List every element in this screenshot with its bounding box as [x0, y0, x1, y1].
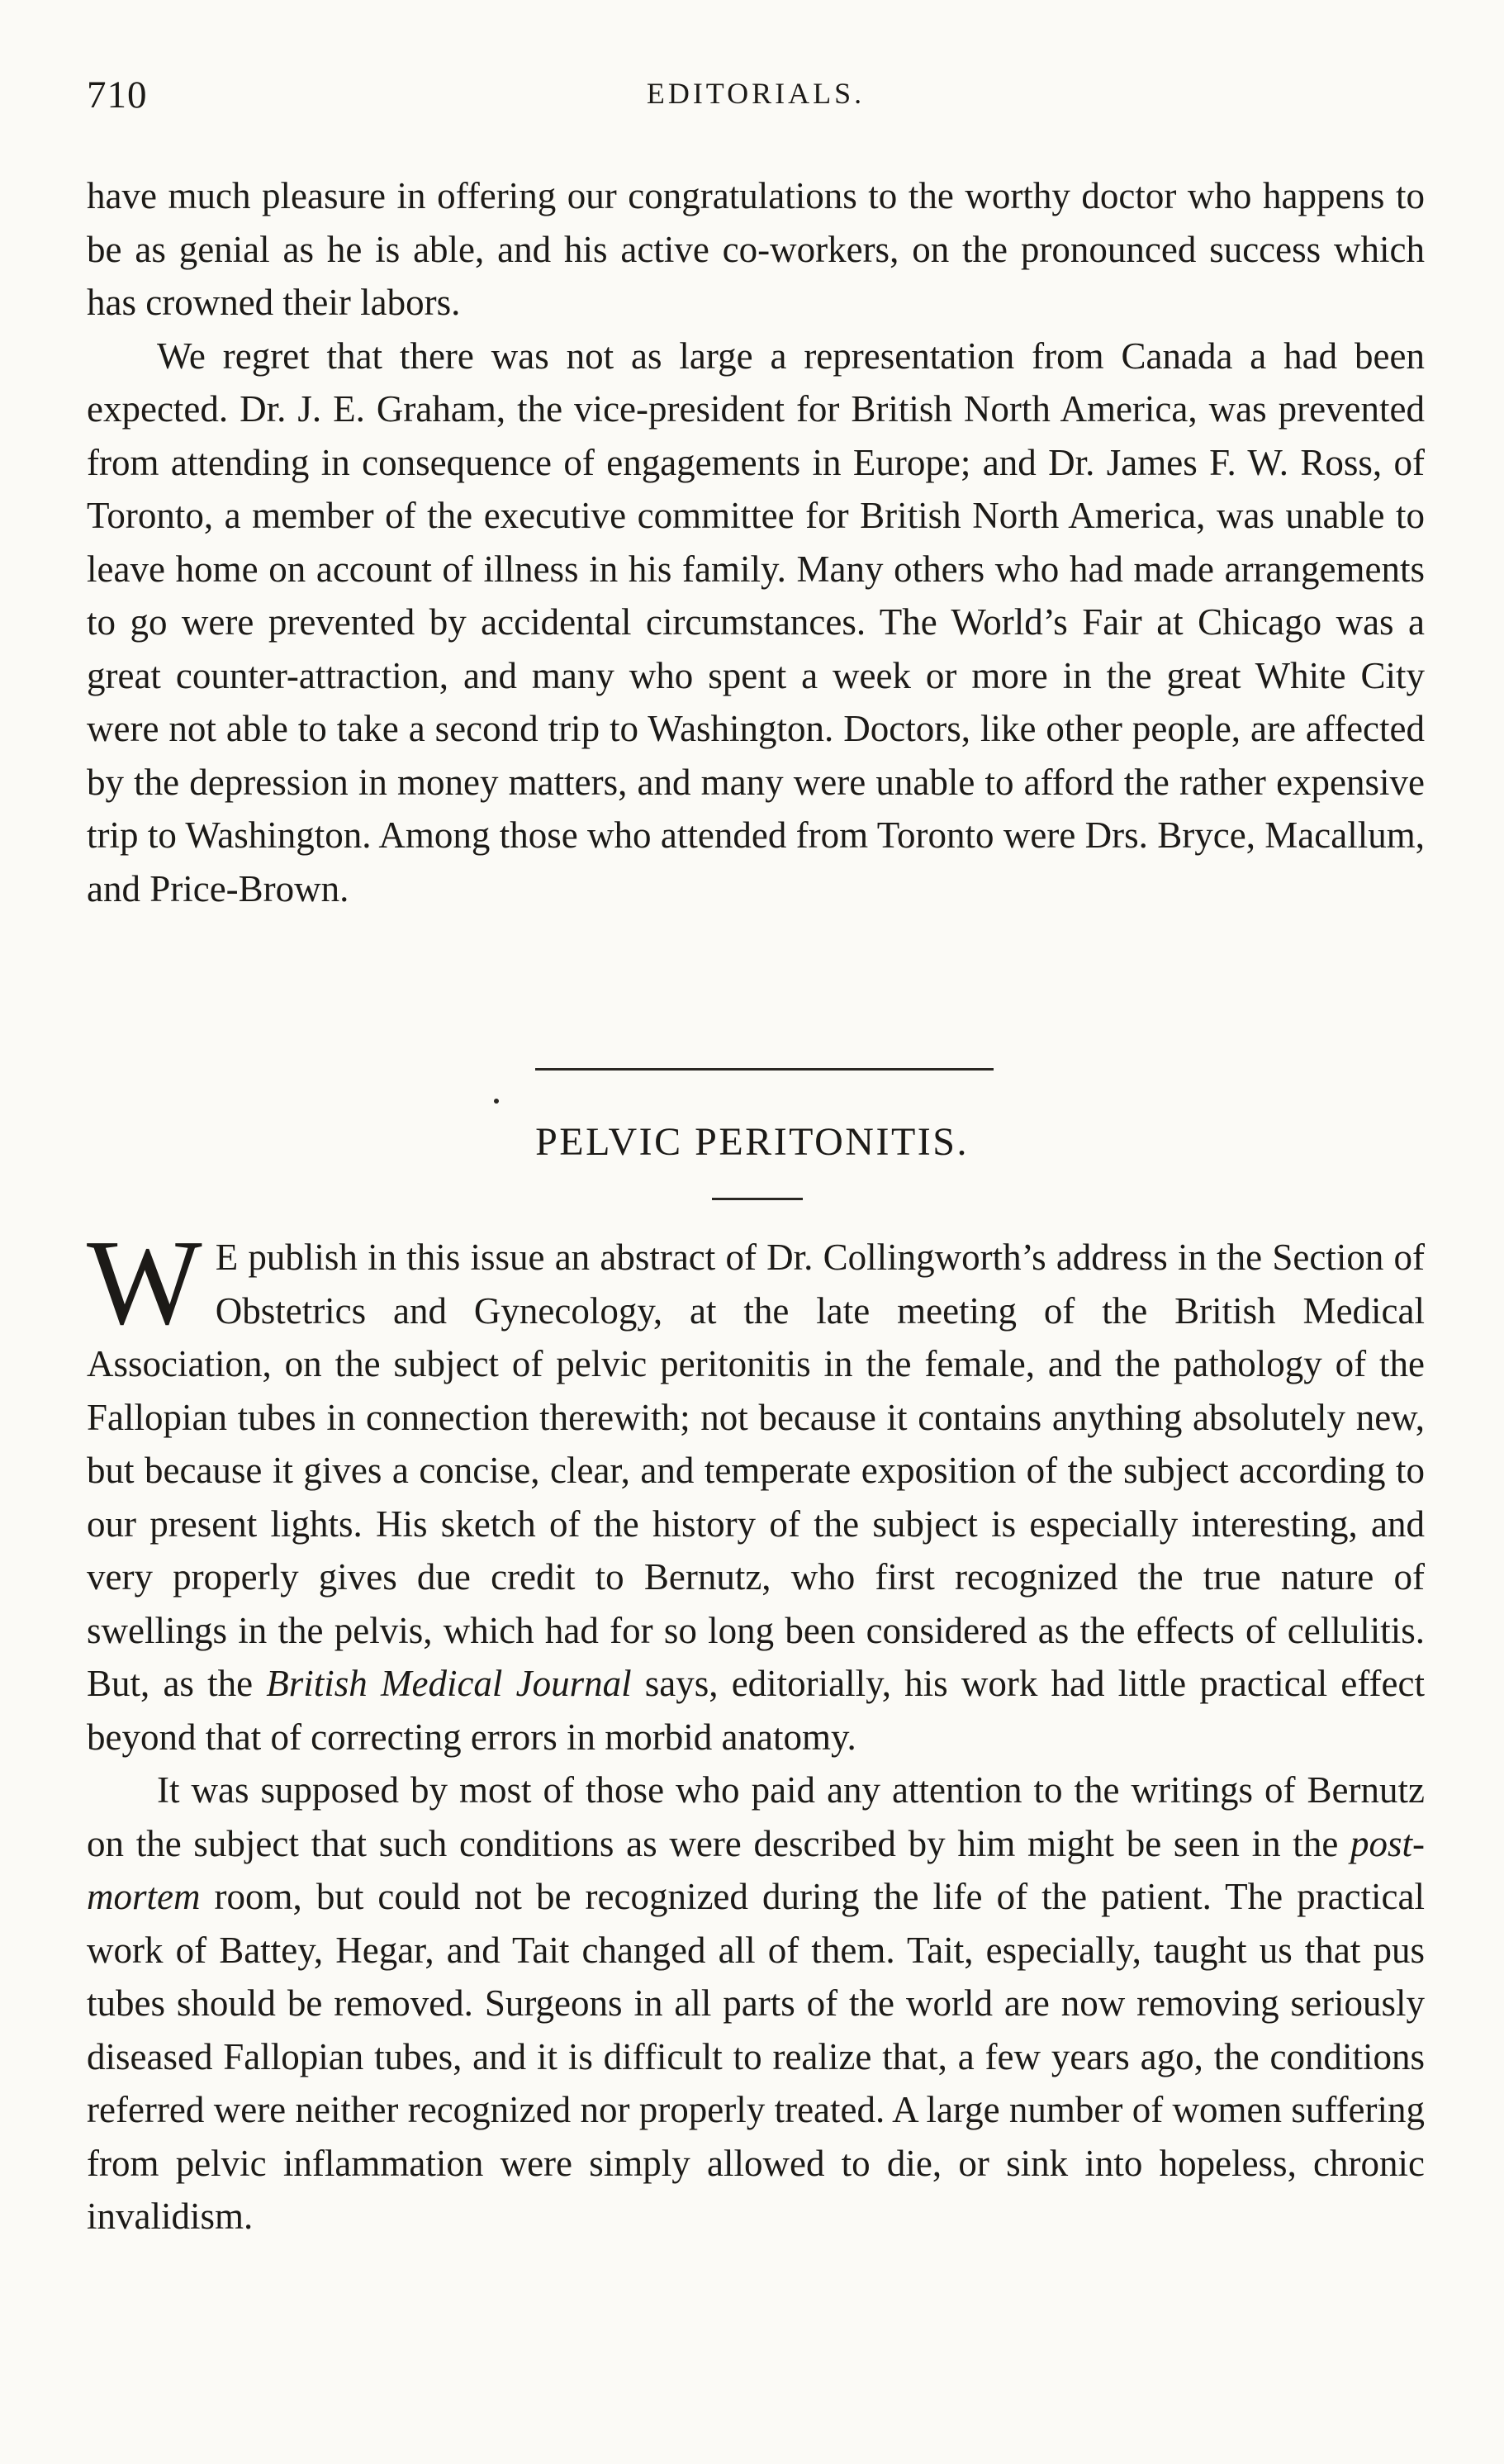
paragraph-bernutz-text-a: It was supposed by most of those who paid any attention to the writings of Bernutz on the subject that such conditions as were described by him might be seen in the: [87, 1769, 1425, 1864]
page-number: 710: [87, 74, 148, 116]
paragraph-abstract-text-b: says, editorially, his work had little practical effect beyond that of correcting errors in morbid anatomy.: [87, 1663, 1425, 1758]
printer-dot: [494, 1099, 499, 1104]
paragraph-bernutz-text-b: room, but could not be recognized during the life of the patient. The practical work of Battey, Hegar, and Tait changed all of them. Tait, especially, taught us that pus tubes should be removed. Surgeons in all parts of the world are now removing seriously diseased Fallopian tubes, and it is difficult to realize that, a few years ago, the conditions referred were neither recognized nor properly treated. A large number of women suffering from pelvic inflammation were simply allowed to die, or sink into hopeless, chronic invalidism.: [87, 1876, 1425, 2237]
journal-title: British Medical Journal: [266, 1663, 632, 1704]
section-heading: PELVIC PERITONITIS.: [535, 1120, 969, 1164]
paragraph-congratulations: have much pleasure in offering our congratulations to the worthy doctor who happens to be as genial as he is able, and his active co-workers, on the pronounced success which has crowned their labors.: [87, 175, 1425, 323]
post-mortem-term: post-mortem: [87, 1822, 1425, 1917]
paragraph-abstract: [87, 1215, 1425, 1764]
paragraph-bernutz: [87, 1764, 1425, 2243]
heading-underline-rule: [712, 1198, 803, 1200]
drop-cap: W: [87, 1215, 202, 1351]
running-head: [87, 73, 1425, 122]
section-divider-rule: [535, 1068, 994, 1071]
paragraph-representation: We regret that there was not as large a representation from Canada a had been expected. Dr. J. E. Graham, the vice-president for British North America, was prevented from attending in consequence of engagements in Europe; and Dr. James F. W. Ross, of Toronto, a member of the executive committee for British North America, was unable to leave home on account of illness in his family. Many others who had made arrangements to go were prevented by accidental circumstances. The World’s Fair at Chicago was a great counter-attraction, and many who spent a week or more in the great White City were not able to take a second trip to Washington. Doctors, like other people, are affected by the depression in money matters, and many were unable to afford the rather expensive trip to Washington. Among those who attended from Toronto were Drs. Bryce, Macallum, and Price-Brown.: [87, 335, 1425, 909]
paragraph-abstract-text-a: E publish in this issue an abstract of Dr. Collingworth’s address in the Section of Obstetrics and Gynecology, at the late meeting of the British Medical Association, on the subject of pelvic peritonitis in the female, and the pathology of the Fallopian tubes in connection therewith; not because it contains anything absolutely new, but because it gives a concise, clear, and temperate exposition of the subject according to our present lights. His sketch of the history of the subject is especially interesting, and very properly gives due credit to Bernutz, who first recognized the true nature of swellings in the pelvis, which had for so long been considered as the effects of cellulitis. But, as the: [87, 1237, 1425, 1704]
running-title: EDITORIALS.: [646, 77, 866, 110]
pelvic-peritonitis-article: [87, 1215, 1425, 2243]
editorial-continuation: [87, 169, 1425, 915]
